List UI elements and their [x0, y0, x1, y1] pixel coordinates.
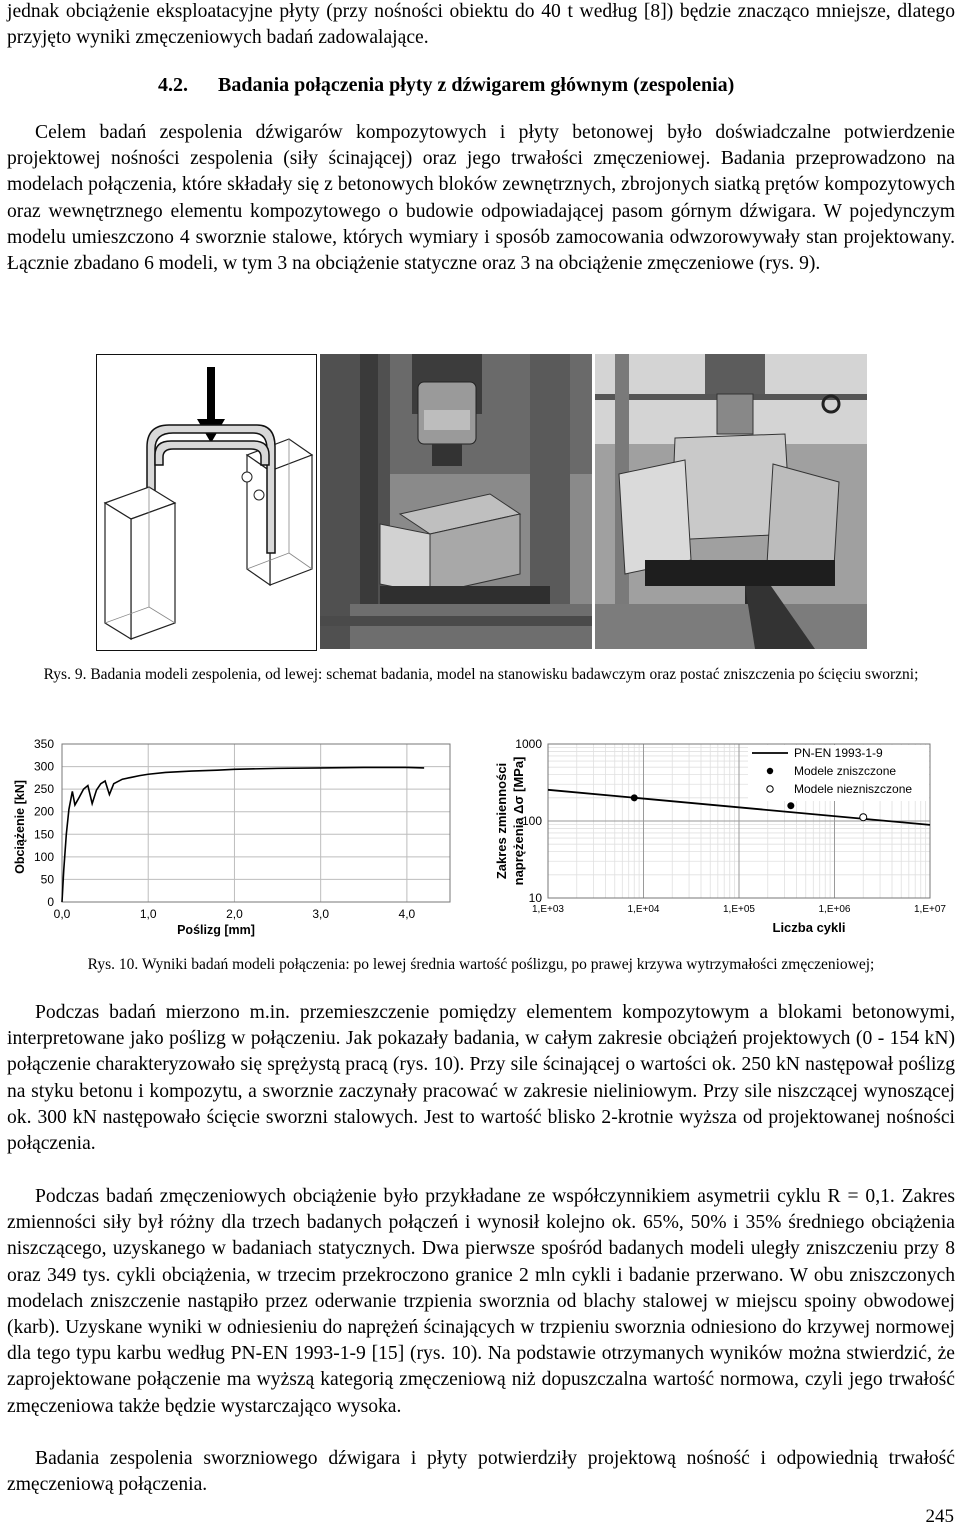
y-tick-label: 0: [47, 895, 54, 909]
x-tick-label: 1,E+07: [914, 904, 946, 915]
test-schematic-svg: [97, 355, 316, 650]
legend-filled-marker: [767, 768, 773, 774]
paragraph-3: Podczas badań zmęczeniowych obciążenie było przykładane ze współczynnikiem asymetrii cyklu R = 0,1. Zakres zmienności siły był różny dla trzech badanych połączeń i wynosił kolejno ok. 65%, 50% i 35% średniego obciążenia niszczącego, uzyskanego w badaniach statycznych. Dwa pierwsze spośród badanych modeli uległy zniszczeniu przy 8 oraz 349 tys. cykli obciążenia, w trzecim przekroczono granice 2 mln cykli i badanie przerwano. W obu zniszczonych modelach zniszczenie nastąpiło przez oderwanie trzpienia sworznia od blachy stalowej w miejscu spoiny obwodowej (karb). Uzyskane wyniki w odniesieniu do naprężeń ścinających w trzpieniu sworznia odniesiono do krzywej normowej dla tego typu karbu według PN-EN 1993-1-9 [15] (rys. 10). Na podstawie otrzymanych wyników można stwierdzić, że zaprojektowane połączenie ma wyższą kategorią zmęczeniową niż dopuszczalna wartość normowa, czyli jego trwałość zmęczeniowa także będzie wystarczająco wysoka.: [7, 1186, 955, 1417]
figure-9-caption: Rys. 9. Badania modeli zespolenia, od lewej: schemat badania, model na stanowisku badawczym oraz postać zniszczenia po ścięciu sworzni;: [43, 666, 919, 683]
fatigue-curve-chart: [480, 728, 958, 942]
x-tick-label: 3,0: [312, 907, 330, 921]
y-tick-label: 100: [521, 814, 542, 828]
legend-open-marker: [767, 786, 773, 792]
legend-label: PN-EN 1993-1-9: [794, 746, 883, 760]
x-tick-label: 4,0: [398, 907, 416, 921]
y-tick-label: 1000: [515, 737, 542, 751]
failed-model-point: [787, 802, 794, 809]
y-tick-label: 150: [33, 827, 54, 842]
figure-10-caption: Rys. 10. Wyniki badań modeli połączenia: po lewej średnia wartość poślizgu, po prawej krzywa wytrzymałości zmęczeniowej;: [87, 956, 875, 973]
y-tick-label: 50: [40, 872, 54, 887]
y-axis-label: Obciążenie [kN]: [13, 780, 27, 874]
y-tick-label: 300: [33, 759, 54, 774]
y-tick-label: 350: [33, 737, 54, 751]
x-axis-label: Poślizg [mm]: [177, 923, 255, 937]
failure-mode-photo-svg: [595, 354, 867, 649]
y-tick-label: 200: [33, 804, 54, 819]
x-tick-label: 1,E+06: [818, 904, 851, 915]
y-axis-label-line-1: Zakres zmienności: [494, 762, 509, 880]
x-tick-label: 1,E+05: [723, 904, 755, 915]
test-stand-photo: [320, 354, 592, 649]
x-tick-label: 1,0: [139, 907, 157, 921]
x-tick-label: 1,E+04: [627, 904, 660, 915]
intro-paragraph: jednak obciążenie eksploatacyjne płyty (przy nośności obiektu do 40 t według [8]) będzie znacząco mniejsze, dlatego przyjęto wyniki zmęczeniowych badań zadowalające.: [7, 1, 955, 49]
section-number: 4.2.: [158, 74, 188, 96]
x-tick-label: 0,0: [53, 907, 71, 921]
failure-mode-photo: [595, 354, 867, 649]
slip-load-chart: [0, 732, 470, 942]
chart-legend: [748, 745, 929, 801]
x-axis-label: Liczba cykli: [772, 920, 846, 935]
unfailed-model-point: [860, 814, 867, 821]
y-tick-label: 10: [528, 891, 542, 905]
y-axis-label: [494, 757, 526, 886]
test-stand-photo-svg: [320, 354, 592, 649]
y-tick-label: 250: [33, 782, 54, 797]
y-tick-label: 100: [33, 849, 54, 864]
page-number: 245: [925, 1506, 954, 1527]
paragraph-1: Celem badań zespolenia dźwigarów kompozytowych i płyty betonowej było doświadczalne potwierdzenie projektowej nośności zespolenia (siły ścinającej) oraz jego trwałości zmęczeniowej. Badania przeprowadzono na modelach połączenia, które składały się z betonowych bloków zewnętrznych, zbrojonych siatką prętów kompozytowych oraz wewnętrznego elementu kompozytowego o budowie odpowiadającej pasom górnym dźwigara. W pojedynczym modelu umieszczono 4 sworznie stalowe, których wymiary i sposób zamocowania odwzorowywały stan projektowany. Łącznie zbadano 6 modeli, w tym 3 na obciążenie statyczne oraz 3 na obciążenie zmęczeniowe (rys. 9).: [7, 122, 955, 275]
failed-model-point: [631, 794, 638, 801]
legend-label: Modele zniszczone: [794, 764, 897, 778]
section-title: Badania połączenia płyty z dźwigarem głównym (zespolenia): [218, 74, 735, 96]
paragraph-2: Podczas badań mierzono m.in. przemieszczenie pomiędzy elementem kompozytowym a blokami betonowymi, interpretowane jako poślizg w połączeniu. Jak pokazały badania, w całym zakresie obciążeń projektowych (0 - 154 kN) połączenie charakteryzowało się sprężystą pracą (rys. 10). Przy sile ścinającej o wartości ok. 250 kN następował poślizg na styku betonu i kompozytu, a sworznie zaczynały pracować w zakresie nieliniowym. Przy sile niszczącej wynoszącej ok. 300 kN następowało ścięcie sworzni stalowych. Jest to wartość blisko 2-krotnie wyższa od projektowanej nośności połączenia.: [7, 1002, 955, 1155]
test-schematic-drawing: [96, 354, 317, 651]
x-tick-label: 1,E+03: [532, 904, 564, 915]
x-tick-label: 2,0: [226, 907, 243, 921]
paragraph-4: Badania zespolenia sworzniowego dźwigara i płyty potwierdziły projektową nośność i odpowiednią trwałość zmęczeniową połączenia.: [7, 1448, 955, 1496]
y-axis-label-line-2: naprężenia Δσ [MPa]: [511, 756, 526, 886]
legend-label: Modele niezniszczone: [794, 782, 913, 796]
